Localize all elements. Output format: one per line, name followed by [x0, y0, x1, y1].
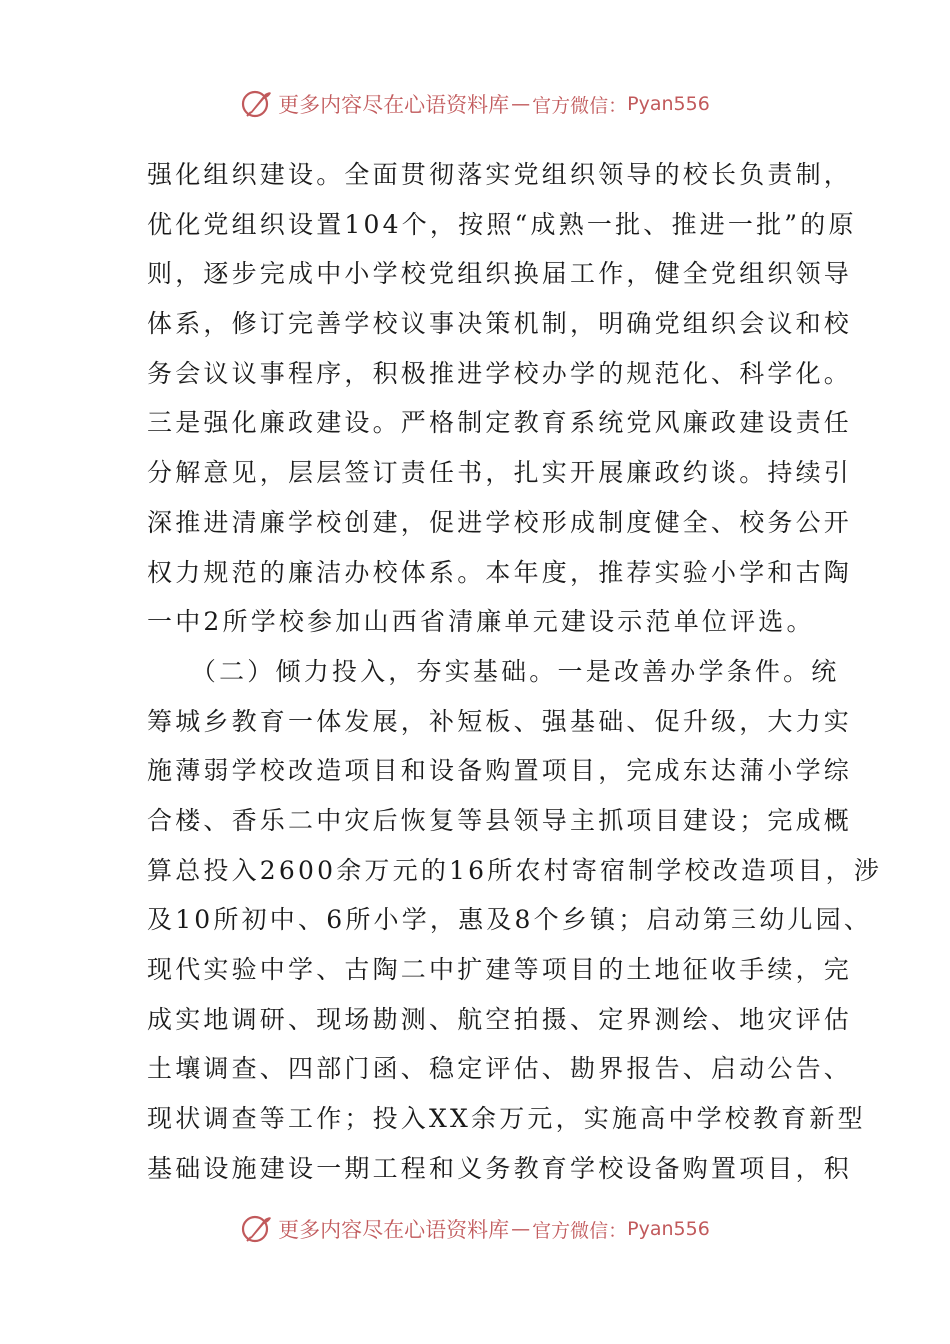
text-line: 及10所初中、6所小学，惠及8个乡镇；启动第三幼儿园、	[147, 905, 873, 935]
text-line: 则，逐步完成中小学校党组织换届工作，健全党组织领导	[147, 259, 853, 289]
text-line: 强化组织建设。全面贯彻落实党组织领导的校长负责制，	[147, 160, 853, 189]
text-line: 算总投入2600余万元的16所农村寄宿制学校改造项目，涉	[147, 855, 883, 885]
text-line: 施薄弱学校改造项目和设备购置项目，完成东达蒲小学综	[147, 756, 853, 786]
text-line: 现代实验中学、古陶二中扩建等项目的土地征收手续，完	[147, 955, 853, 984]
text-line: 分解意见，层层签订责任书，扎实开展廉政约谈。持续引	[147, 458, 853, 488]
text-line: 深推进清廉学校创建，促进学校形成制度健全、校务公开	[147, 507, 853, 537]
watermark-main-text: 更多内容尽在心语资料库	[278, 93, 510, 117]
watermark-wechat-label: 官方微信：	[532, 94, 628, 117]
text-line: 权力规范的廉洁办校体系。本年度，推荐实验小学和古陶	[147, 557, 853, 587]
watermark-wechat-id: Pyan556	[627, 1218, 710, 1240]
text-line: 优化党组织设置104个，按照“成熟一批、推进一批”的原	[147, 209, 857, 239]
text-line: 筹城乡教育一体发展，补短板、强基础、促升级，大力实	[147, 706, 853, 736]
watermark-main-text: 更多内容尽在心语资料库	[278, 1218, 510, 1242]
watermark-separator: —	[511, 93, 531, 115]
watermark-wechat-id: Pyan556	[627, 93, 710, 115]
watermark-wechat-label: 官方微信：	[532, 1219, 628, 1242]
quill-pen-logo-icon	[240, 1212, 274, 1246]
quill-pen-logo-icon	[240, 87, 274, 121]
text-line: （二）倾力投入，夯实基础。一是改善办学条件。统	[147, 656, 840, 686]
text-line: 基础设施建设一期工程和义务教育学校设备购置项目，积	[147, 1153, 853, 1183]
text-line: 务会议议事程序，积极推进学校办学的规范化、科学化。	[147, 358, 853, 388]
document-body	[147, 150, 883, 1193]
text-line: 现状调查等工作；投入XX余万元，实施高中学校教育新型	[147, 1104, 866, 1134]
watermark-footer	[0, 1209, 950, 1249]
text-line: 成实地调研、现场勘测、航空拍摄、定界测绘、地灾评估	[147, 1004, 853, 1034]
text-line: 三是强化廉政建设。严格制定教育系统党风廉政建设责任	[147, 408, 853, 438]
text-line: 土壤调查、四部门函、稳定评估、勘界报告、启动公告、	[147, 1054, 853, 1084]
text-line: 体系，修订完善学校议事决策机制，明确党组织会议和校	[147, 309, 853, 339]
watermark-header	[0, 84, 950, 124]
text-line: 一中2所学校参加山西省清廉单元建设示范单位评选。	[147, 607, 815, 637]
text-line: 合楼、香乐二中灾后恢复等县领导主抓项目建设；完成概	[147, 805, 853, 835]
watermark-separator: —	[511, 1218, 531, 1240]
